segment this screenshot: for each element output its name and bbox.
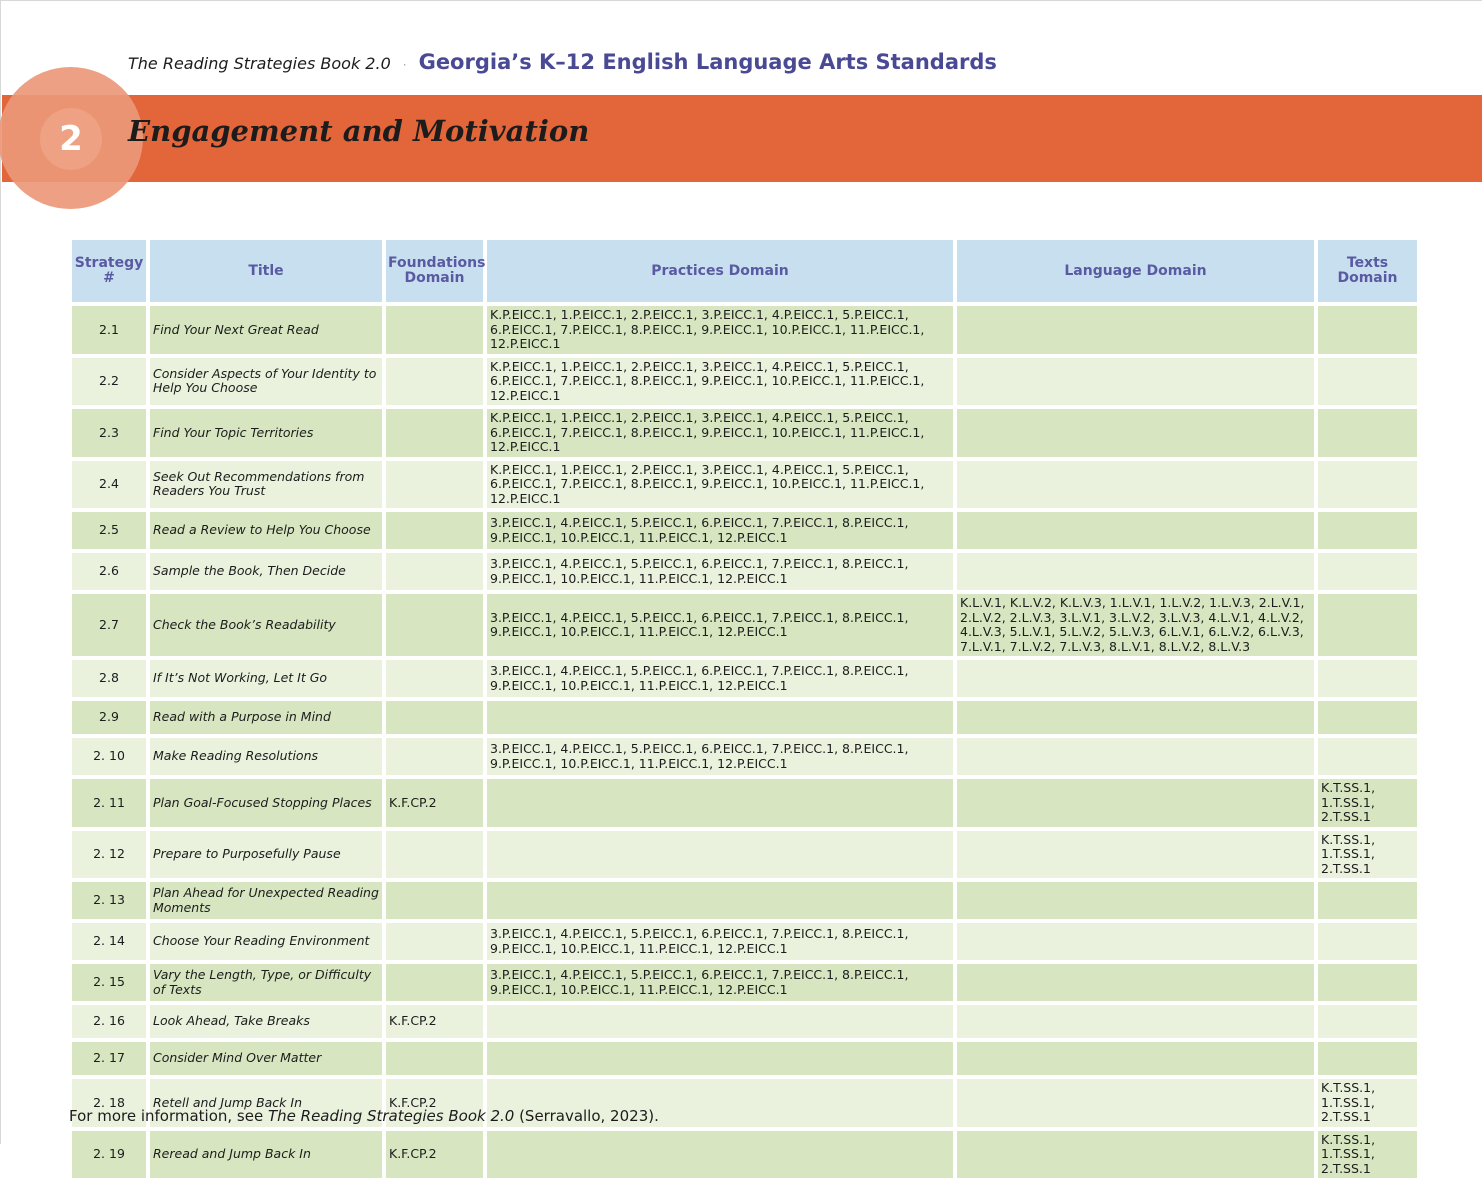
cell-language — [957, 779, 1314, 827]
table-row — [72, 964, 1417, 1001]
cell-texts — [1318, 306, 1417, 354]
cell-texts: K.T.SS.1, 1.T.SS.1, 2.T.SS.1 — [1318, 831, 1417, 879]
cell-foundations — [386, 738, 483, 775]
cell-foundations — [386, 831, 483, 879]
header-separator: · — [402, 58, 407, 72]
cell-strategy-number: 2.1 — [72, 306, 146, 354]
cell-texts: K.T.SS.1, 1.T.SS.1, 2.T.SS.1 — [1318, 1131, 1417, 1179]
cell-title: Look Ahead, Take Breaks — [150, 1005, 382, 1038]
cell-foundations — [386, 512, 483, 549]
header-strategy-number: Strategy # — [72, 240, 146, 302]
footer-note — [69, 1107, 659, 1125]
cell-language — [957, 409, 1314, 457]
standards-title: Georgia’s K–12 English Language Arts Standards — [418, 50, 997, 74]
cell-title: Find Your Topic Territories — [150, 409, 382, 457]
header-language-domain: Language Domain — [957, 240, 1314, 302]
cell-foundations — [386, 701, 483, 734]
cell-texts — [1318, 923, 1417, 960]
cell-texts — [1318, 512, 1417, 549]
cell-texts — [1318, 461, 1417, 509]
cell-language — [957, 660, 1314, 697]
cell-practices: K.P.EICC.1, 1.P.EICC.1, 2.P.EICC.1, 3.P.EICC.1, 4.P.EICC.1, 5.P.EICC.1, 6.P.EICC.1, 7.P.EICC.1, 8.P.EICC.1, 9.P.EICC.1, 10.P.EICC.1, 11.P.EICC.1, 12.P.EICC.1 — [487, 409, 953, 457]
cell-practices — [487, 1131, 953, 1179]
cell-practices: 3.P.EICC.1, 4.P.EICC.1, 5.P.EICC.1, 6.P.EICC.1, 7.P.EICC.1, 8.P.EICC.1, 9.P.EICC.1, 10.P.EICC.1, 11.P.EICC.1, 12.P.EICC.1 — [487, 964, 953, 1001]
table-row — [72, 512, 1417, 549]
table-row — [72, 358, 1417, 406]
cell-language — [957, 358, 1314, 406]
cell-strategy-number: 2. 13 — [72, 882, 146, 919]
cell-language — [957, 512, 1314, 549]
cell-strategy-number: 2.9 — [72, 701, 146, 734]
cell-foundations: K.F.CP.2 — [386, 1131, 483, 1179]
table-row — [72, 461, 1417, 509]
table-row — [72, 701, 1417, 734]
standards-table — [68, 236, 1421, 1182]
cell-texts — [1318, 409, 1417, 457]
cell-foundations — [386, 594, 483, 656]
cell-language — [957, 923, 1314, 960]
cell-language — [957, 882, 1314, 919]
footer-book-title: The Reading Strategies Book 2.0 — [267, 1107, 515, 1125]
cell-title: Check the Book’s Readability — [150, 594, 382, 656]
cell-texts — [1318, 701, 1417, 734]
table-row — [72, 779, 1417, 827]
footer-prefix: For more information, see — [69, 1107, 268, 1125]
cell-practices: 3.P.EICC.1, 4.P.EICC.1, 5.P.EICC.1, 6.P.EICC.1, 7.P.EICC.1, 8.P.EICC.1, 9.P.EICC.1, 10.P.EICC.1, 11.P.EICC.1, 12.P.EICC.1 — [487, 738, 953, 775]
cell-practices: 3.P.EICC.1, 4.P.EICC.1, 5.P.EICC.1, 6.P.EICC.1, 7.P.EICC.1, 8.P.EICC.1, 9.P.EICC.1, 10.P.EICC.1, 11.P.EICC.1, 12.P.EICC.1 — [487, 553, 953, 590]
cell-language — [957, 1131, 1314, 1179]
cell-texts — [1318, 964, 1417, 1001]
cell-foundations: K.F.CP.2 — [386, 779, 483, 827]
cell-strategy-number: 2.4 — [72, 461, 146, 509]
table-row — [72, 923, 1417, 960]
cell-practices — [487, 831, 953, 879]
cell-strategy-number: 2. 17 — [72, 1042, 146, 1075]
table-row — [72, 831, 1417, 879]
cell-title: Seek Out Recommendations from Readers You Trust — [150, 461, 382, 509]
cell-practices: 3.P.EICC.1, 4.P.EICC.1, 5.P.EICC.1, 6.P.EICC.1, 7.P.EICC.1, 8.P.EICC.1, 9.P.EICC.1, 10.P.EICC.1, 11.P.EICC.1, 12.P.EICC.1 — [487, 660, 953, 697]
cell-title: Retell and Jump Back In — [150, 1079, 382, 1127]
chapter-title: Engagement and Motivation — [128, 114, 590, 148]
cell-title: Read a Review to Help You Choose — [150, 512, 382, 549]
table-header-row — [72, 240, 1417, 302]
cell-strategy-number: 2. 10 — [72, 738, 146, 775]
cell-practices — [487, 882, 953, 919]
header-texts-domain: Texts Domain — [1318, 240, 1417, 302]
cell-foundations: K.F.CP.2 — [386, 1079, 483, 1127]
cell-foundations — [386, 923, 483, 960]
cell-foundations: K.F.CP.2 — [386, 1005, 483, 1038]
cell-practices — [487, 779, 953, 827]
cell-title: Read with a Purpose in Mind — [150, 701, 382, 734]
cell-foundations — [386, 964, 483, 1001]
cell-title: Choose Your Reading Environment — [150, 923, 382, 960]
cell-strategy-number: 2.2 — [72, 358, 146, 406]
cell-language — [957, 1005, 1314, 1038]
cell-language — [957, 964, 1314, 1001]
table-row — [72, 1042, 1417, 1075]
cell-practices: 3.P.EICC.1, 4.P.EICC.1, 5.P.EICC.1, 6.P.EICC.1, 7.P.EICC.1, 8.P.EICC.1, 9.P.EICC.1, 10.P.EICC.1, 11.P.EICC.1, 12.P.EICC.1 — [487, 512, 953, 549]
table-row — [72, 882, 1417, 919]
cell-language: K.L.V.1, K.L.V.2, K.L.V.3, 1.L.V.1, 1.L.V.2, 1.L.V.3, 2.L.V.1, 2.L.V.2, 2.L.V.3, 3.L.V.1, 3.L.V.2, 3.L.V.3, 4.L.V.1, 4.L.V.2, 4.L.V.3, 5.L.V.1, 5.L.V.2, 5.L.V.3, 6.L.V.1, 6.L.V.2, 6.L.V.3, 7.L.V.1, 7.L.V.2, 7.L.V.3, 8.L.V.1, 8.L.V.2, 8.L.V.3 — [957, 594, 1314, 656]
page-header — [128, 50, 997, 78]
table-row — [72, 409, 1417, 457]
table-row — [72, 553, 1417, 590]
cell-texts — [1318, 553, 1417, 590]
cell-foundations — [386, 660, 483, 697]
cell-strategy-number: 2. 16 — [72, 1005, 146, 1038]
cell-foundations — [386, 553, 483, 590]
cell-title: Sample the Book, Then Decide — [150, 553, 382, 590]
cell-practices: K.P.EICC.1, 1.P.EICC.1, 2.P.EICC.1, 3.P.EICC.1, 4.P.EICC.1, 5.P.EICC.1, 6.P.EICC.1, 7.P.EICC.1, 8.P.EICC.1, 9.P.EICC.1, 10.P.EICC.1, 11.P.EICC.1, 12.P.EICC.1 — [487, 461, 953, 509]
cell-practices: 3.P.EICC.1, 4.P.EICC.1, 5.P.EICC.1, 6.P.EICC.1, 7.P.EICC.1, 8.P.EICC.1, 9.P.EICC.1, 10.P.EICC.1, 11.P.EICC.1, 12.P.EICC.1 — [487, 923, 953, 960]
cell-language — [957, 306, 1314, 354]
cell-strategy-number: 2. 15 — [72, 964, 146, 1001]
cell-practices: 3.P.EICC.1, 4.P.EICC.1, 5.P.EICC.1, 6.P.EICC.1, 7.P.EICC.1, 8.P.EICC.1, 9.P.EICC.1, 10.P.EICC.1, 11.P.EICC.1, 12.P.EICC.1 — [487, 594, 953, 656]
book-title: The Reading Strategies Book 2.0 — [128, 54, 391, 73]
cell-practices — [487, 701, 953, 734]
cell-strategy-number: 2. 14 — [72, 923, 146, 960]
cell-foundations — [386, 1042, 483, 1075]
cell-title: Prepare to Purposefully Pause — [150, 831, 382, 879]
cell-title: Plan Ahead for Unexpected Reading Moments — [150, 882, 382, 919]
cell-language — [957, 738, 1314, 775]
cell-strategy-number: 2.5 — [72, 512, 146, 549]
header-foundations-domain: Foundations Domain — [386, 240, 483, 302]
cell-practices: K.P.EICC.1, 1.P.EICC.1, 2.P.EICC.1, 3.P.EICC.1, 4.P.EICC.1, 5.P.EICC.1, 6.P.EICC.1, 7.P.EICC.1, 8.P.EICC.1, 9.P.EICC.1, 10.P.EICC.1, 11.P.EICC.1, 12.P.EICC.1 — [487, 358, 953, 406]
cell-language — [957, 831, 1314, 879]
table-row — [72, 1131, 1417, 1179]
cell-language — [957, 1042, 1314, 1075]
cell-strategy-number: 2. 19 — [72, 1131, 146, 1179]
cell-title: Consider Aspects of Your Identity to Help You Choose — [150, 358, 382, 406]
cell-texts — [1318, 660, 1417, 697]
cell-texts — [1318, 358, 1417, 406]
cell-language — [957, 1079, 1314, 1127]
cell-texts — [1318, 1042, 1417, 1075]
footer-suffix: (Serravallo, 2023). — [514, 1107, 659, 1125]
cell-title: Consider Mind Over Matter — [150, 1042, 382, 1075]
cell-foundations — [386, 882, 483, 919]
cell-language — [957, 553, 1314, 590]
cell-title: Plan Goal-Focused Stopping Places — [150, 779, 382, 827]
cell-practices: K.P.EICC.1, 1.P.EICC.1, 2.P.EICC.1, 3.P.EICC.1, 4.P.EICC.1, 5.P.EICC.1, 6.P.EICC.1, 7.P.EICC.1, 8.P.EICC.1, 9.P.EICC.1, 10.P.EICC.1, 11.P.EICC.1, 12.P.EICC.1 — [487, 306, 953, 354]
cell-strategy-number: 2. 18 — [72, 1079, 146, 1127]
table-row — [72, 660, 1417, 697]
cell-texts: K.T.SS.1, 1.T.SS.1, 2.T.SS.1 — [1318, 1079, 1417, 1127]
table-row — [72, 1005, 1417, 1038]
cell-strategy-number: 2.6 — [72, 553, 146, 590]
header-title: Title — [150, 240, 382, 302]
cell-strategy-number: 2. 12 — [72, 831, 146, 879]
cell-strategy-number: 2.7 — [72, 594, 146, 656]
cell-texts — [1318, 1005, 1417, 1038]
cell-title: If It’s Not Working, Let It Go — [150, 660, 382, 697]
table-row — [72, 306, 1417, 354]
chapter-number-badge: 2 — [40, 108, 102, 170]
table-row — [72, 594, 1417, 656]
cell-foundations — [386, 409, 483, 457]
cell-strategy-number: 2. 11 — [72, 779, 146, 827]
cell-title: Reread and Jump Back In — [150, 1131, 382, 1179]
table-row — [72, 738, 1417, 775]
cell-texts — [1318, 882, 1417, 919]
cell-language — [957, 701, 1314, 734]
cell-title: Vary the Length, Type, or Difficulty of Texts — [150, 964, 382, 1001]
header-practices-domain: Practices Domain — [487, 240, 953, 302]
cell-texts: K.T.SS.1, 1.T.SS.1, 2.T.SS.1 — [1318, 779, 1417, 827]
cell-foundations — [386, 306, 483, 354]
cell-texts — [1318, 594, 1417, 656]
cell-title: Find Your Next Great Read — [150, 306, 382, 354]
cell-texts — [1318, 738, 1417, 775]
cell-strategy-number: 2.8 — [72, 660, 146, 697]
cell-foundations — [386, 358, 483, 406]
cell-practices — [487, 1005, 953, 1038]
cell-strategy-number: 2.3 — [72, 409, 146, 457]
cell-title: Make Reading Resolutions — [150, 738, 382, 775]
cell-language — [957, 461, 1314, 509]
cell-practices — [487, 1042, 953, 1075]
cell-foundations — [386, 461, 483, 509]
